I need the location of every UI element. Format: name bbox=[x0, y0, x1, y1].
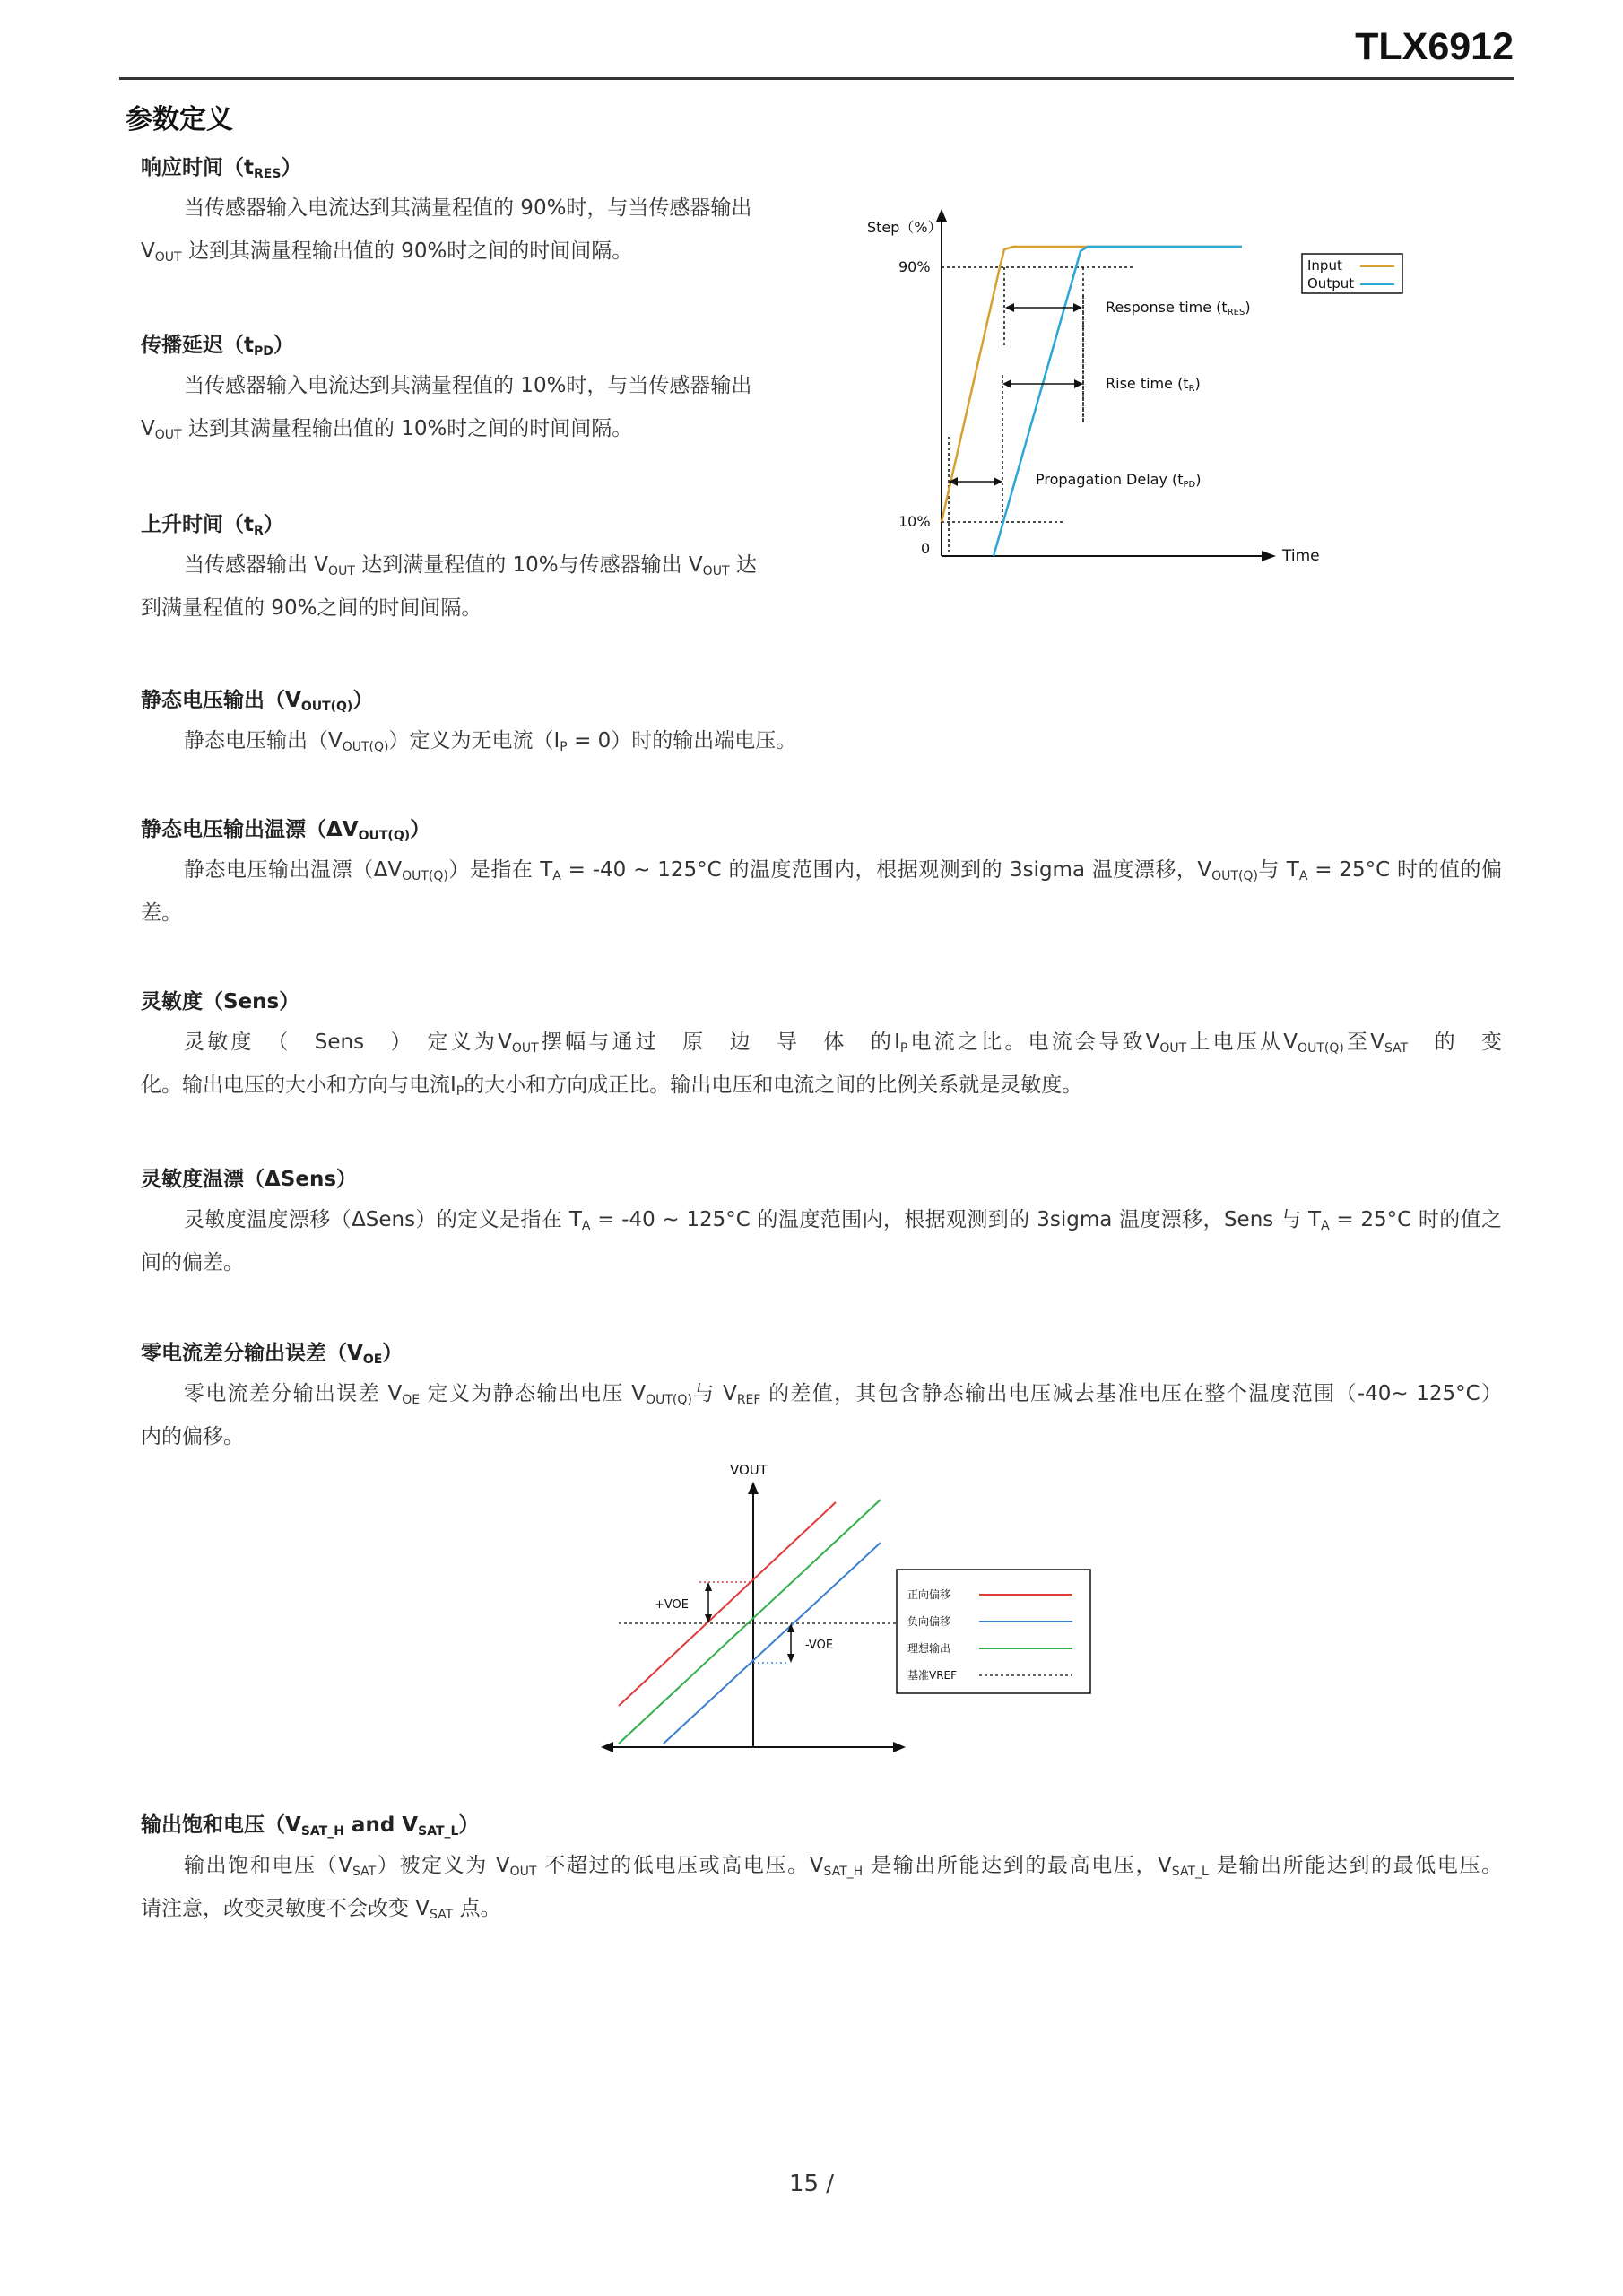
vsat-heading: 输出饱和电压（$V_{SAT\_H}$ and $V_{SAT\_L}$） bbox=[141, 1813, 480, 1839]
page-number: 15 / bbox=[788, 2170, 835, 2197]
dsens-heading: 灵敏度温漂（ΔSens） bbox=[141, 1168, 358, 1191]
tr-heading: 上升时间$(t_R)$ bbox=[141, 513, 284, 538]
tres-heading: 响应时间$(t_{RES})$ bbox=[141, 156, 302, 181]
tpd-line-1: 当传感器输入电流达到其满量程值的 10%时，与当传感器输出 bbox=[184, 374, 752, 397]
tpd-heading: 传播延迟$(t_{PD})$ bbox=[141, 334, 294, 359]
vout-label: VOUT bbox=[730, 1462, 768, 1478]
tres-line-2: $V_{OUT}$ 达到其满量程输出值的 90%时之间的时间间隔。 bbox=[141, 239, 633, 265]
rise-time-label: Rise time (tR) bbox=[1106, 375, 1201, 394]
dsens-line-2: 间的偏差。 bbox=[141, 1251, 244, 1274]
legend-vref: 基准VREF bbox=[907, 1669, 958, 1682]
voutq-text: 静态电压输出$(V_{OUT(Q)})$定义为无电流$(I_P = 0)$时的输出端电压。 bbox=[184, 729, 797, 754]
sens-line-2: 化。输出电压的大小和方向与电流$I_P$的大小和方向成正比。输出电压和电流之间的比例关系就是灵敏度。 bbox=[141, 1074, 1083, 1099]
y-axis-label: Step（%） bbox=[867, 219, 942, 236]
sens-line-1: 灵敏度 （ Sens ） 定义为$V_{OUT}$摆幅与通过 原 边 导 体 的$I_P$电流之比。电流会导致$V_{OUT}$上电压从$V_{OUT(Q)}$至$V_{SAT}$ 的 变 bbox=[184, 1031, 1503, 1056]
negative-offset-line bbox=[664, 1543, 881, 1744]
legend-ideal-output: 理想输出 bbox=[907, 1642, 951, 1655]
voe-line-1: 零电流差分输出误差 $V_{OE}$ 定义为静态输出电压 $V_{OUT(Q)}$与 $V_{REF}$ 的差值，其包含静态输出电压减去基准电压在整个温度范围（-40~ 125°C） bbox=[184, 1382, 1503, 1407]
y-axis-arrow bbox=[748, 1482, 759, 1494]
timing-chart bbox=[856, 202, 1430, 578]
legend-positive-offset: 正向偏移 bbox=[907, 1588, 951, 1601]
vsat-line-1: 输出饱和电压$(V_{SAT})$被定义为 $V_{OUT}$ 不超过的低电压或高电压。$V_{SAT\_H}$ 是输出所能达到的最高电压，$V_{SAT\_L}$ 是输出所能达到的最低电压。 bbox=[184, 1854, 1503, 1879]
response-time-label: Response time (tRES) bbox=[1106, 299, 1251, 317]
header-rule bbox=[119, 77, 1514, 80]
positive-offset-line bbox=[619, 1502, 836, 1706]
sens-heading: 灵敏度（Sens） bbox=[141, 990, 300, 1013]
document-code: TLX6912 bbox=[1355, 25, 1514, 68]
propagation-delay-label: Propagation Delay (tPD) bbox=[1036, 471, 1202, 490]
dvoutq-line-2: 差。 bbox=[141, 901, 182, 925]
x-axis-label: Time bbox=[1282, 547, 1320, 565]
x-axis-arrow bbox=[1262, 551, 1276, 561]
voe-line-2: 内的偏移。 bbox=[141, 1425, 244, 1448]
tpd-line-2: $V_{OUT}$ 达到其满量程输出值的 10%时之间的时间间隔。 bbox=[141, 417, 633, 442]
tres-line-1: 当传感器输入电流达到其满量程值的 90%时，与当传感器输出 bbox=[184, 196, 752, 220]
voe-chart bbox=[592, 1462, 1112, 1767]
dvoutq-line-1: 静态电压输出温漂$(\Delta V_{OUT(Q)})$是指在 $T_A = -40$ ~ 125°C 的温度范围内，根据观测到的 3sigma 温度漂移，$V_{OUT(Q)}$与 $T_A = 25^\circ C$ 时的值的偏 bbox=[184, 858, 1502, 883]
tick-90: 90% bbox=[898, 258, 931, 275]
tick-0: 0 bbox=[921, 540, 931, 557]
vsat-line-2: 请注意，改变灵敏度不会改变 $V_{SAT}$ 点。 bbox=[141, 1897, 501, 1922]
legend-negative-offset: 负向偏移 bbox=[907, 1615, 951, 1628]
tr-line-2: 到满量程值的 90%之间的时间间隔。 bbox=[141, 596, 482, 620]
legend-output-label: Output bbox=[1307, 275, 1355, 291]
voutq-heading: 静态电压输出$(V_{OUT(Q)})$ bbox=[141, 689, 374, 714]
dsens-line-1: 灵敏度温度漂移（ΔSens）的定义是指在 $T_A = -40$ ~ 125°C 的温度范围内，根据观测到的 3sigma 温度漂移，Sens 与 $T_A = 25^\circ C$ 时的值之 bbox=[184, 1208, 1502, 1233]
ideal-output-line bbox=[619, 1500, 881, 1744]
tick-10: 10% bbox=[898, 513, 931, 530]
legend-input-label: Input bbox=[1307, 257, 1342, 274]
plus-voe-label: +VOE bbox=[655, 1598, 690, 1612]
minus-voe-label: -VOE bbox=[805, 1639, 834, 1652]
tr-line-1: 当传感器输出 $V_{OUT}$ 达到满量程值的 10%与传感器输出 $V_{OUT}$ 达 bbox=[184, 553, 757, 578]
voe-heading: 零电流差分输出误差$(V_{OE})$ bbox=[141, 1342, 404, 1367]
output-series bbox=[994, 247, 1242, 556]
section-title: 参数定义 bbox=[126, 104, 233, 135]
dvoutq-heading: 静态电压输出温漂$(\Delta V_{OUT(Q)})$ bbox=[141, 818, 431, 843]
